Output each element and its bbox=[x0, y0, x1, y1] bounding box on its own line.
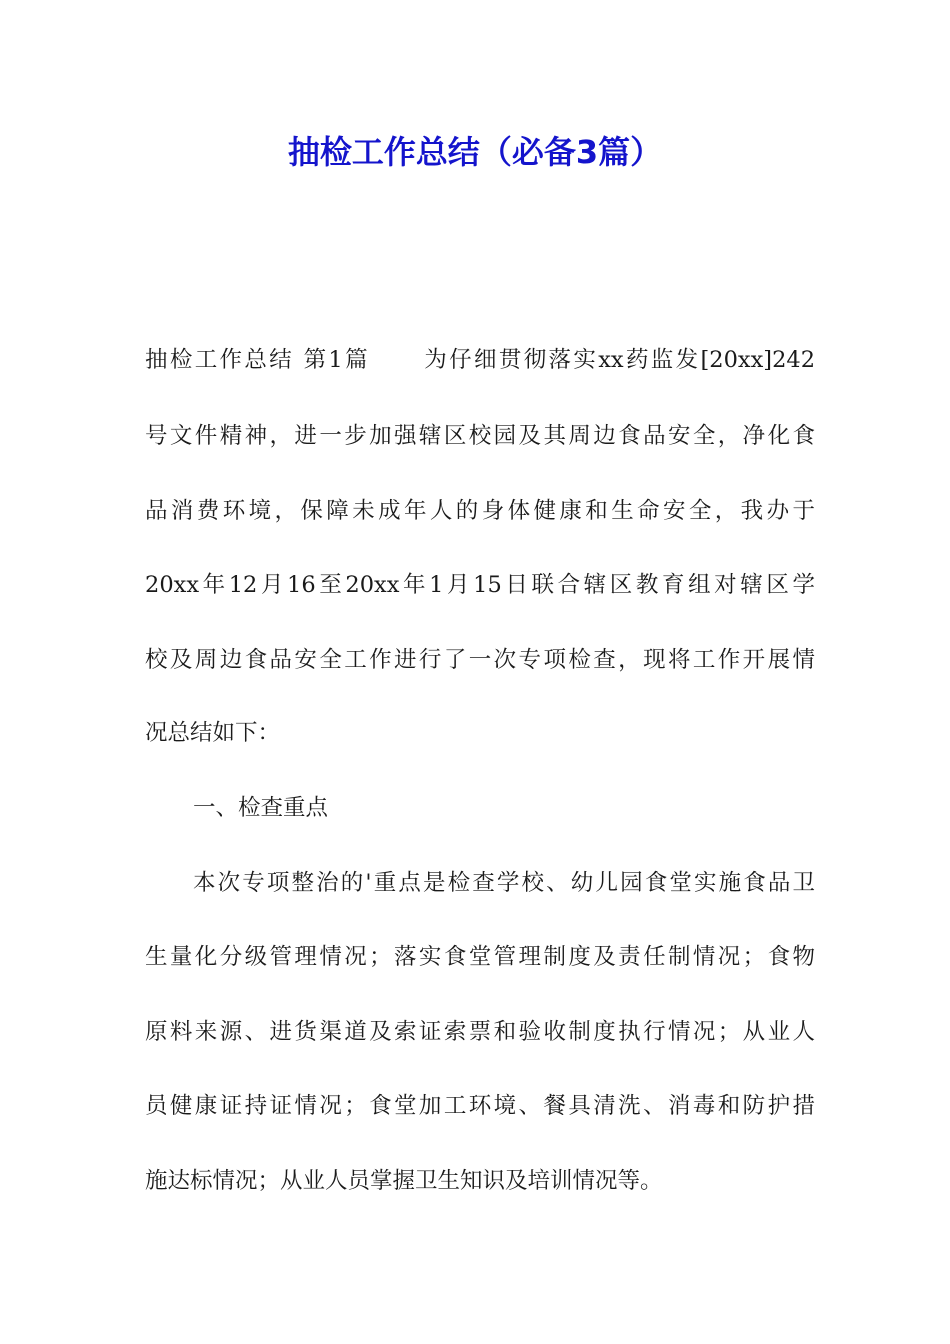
section-heading: 一、检查重点 bbox=[193, 795, 329, 821]
paragraph-line: 原料来源、进货渠道及索证索票和验收制度执行情况；从业人 bbox=[145, 1019, 815, 1045]
paragraph-line: 品消费环境，保障未成年人的身体健康和生命安全，我办于 bbox=[145, 498, 815, 524]
paragraph-line: 本次专项整治的'重点是检查学校、幼儿园食堂实施食品卫 bbox=[193, 870, 815, 896]
paragraph-line: 况总结如下： bbox=[145, 720, 281, 746]
document-title: 抽检工作总结（必备3篇） bbox=[287, 133, 663, 171]
paragraph-line: 校及周边食品安全工作进行了一次专项检查，现将工作开展情 bbox=[145, 647, 815, 673]
paragraph-text: 为仔细贯彻落实xx药监发[20xx]242 bbox=[421, 347, 815, 373]
paragraph-line: 20xx年12月16至20xx年1月15日联合辖区教育组对辖区学 bbox=[145, 572, 815, 598]
article-heading: 抽检工作总结 第1篇 bbox=[145, 347, 370, 373]
paragraph-line bbox=[145, 343, 815, 377]
paragraph-line: 号文件精神，进一步加强辖区校园及其周边食品安全，净化食 bbox=[145, 423, 815, 449]
paragraph-line: 生量化分级管理情况；落实食堂管理制度及责任制情况；食物 bbox=[145, 944, 815, 970]
paragraph-line: 施达标情况；从业人员掌握卫生知识及培训情况等。 bbox=[145, 1168, 663, 1194]
paragraph-line: 员健康证持证情况；食堂加工环境、餐具清洗、消毒和防护措 bbox=[145, 1093, 815, 1119]
